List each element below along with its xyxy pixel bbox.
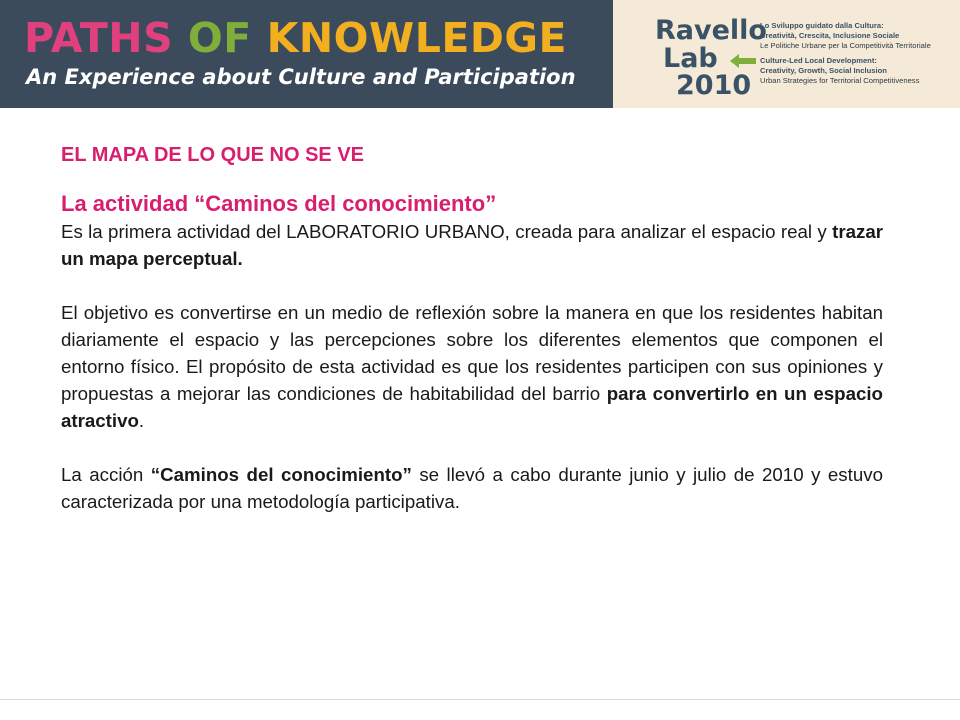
banner-title [24,14,567,62]
bottom-divider [0,699,960,700]
title-paths: PATHS [24,14,188,62]
paragraph-objective-bold: para convertirlo en un espacio atractivo [61,383,883,431]
logo-word-lab: Lab [663,43,718,74]
logo-word-2010: 2010 [676,70,752,101]
logo-line-6: Urban Strategies for Territorial Competitiveness [760,76,920,85]
paragraph-intro-text: Es la primera actividad del LABORATORIO URBANO, creada para analizar el espacio real y [61,221,833,242]
section-subheading: La actividad “Caminos del conocimiento” [61,191,497,216]
title-of: OF [187,14,267,62]
paragraph-action-start: La acción [61,464,151,485]
logo-line-3: Le Politiche Urbane per la Competitività Territoriale [760,41,931,50]
paragraph-objective [61,299,883,434]
title-knowledge: KNOWLEDGE [266,14,568,62]
section-heading: EL MAPA DE LO QUE NO SE VE [61,144,365,166]
paragraph-intro-bold: trazar un mapa perceptual. [61,221,883,269]
logo-line-2: Creatività, Crescita, Inclusione Sociale [760,31,900,40]
banner-subtitle: An Experience about Culture and Participation [26,65,576,89]
paragraph-action [61,461,883,515]
header-banner [0,0,613,108]
logo-line-4: Culture-Led Local Development: [760,56,877,65]
arrow-left-icon [730,54,756,68]
paragraph-action-bold: “Caminos del conocimiento” [150,464,412,485]
paragraph-objective-text: El objetivo es convertirse en un medio de reflexión sobre la manera en que los residentes habitan diariamente el espacio y las percepciones sobre los diferentes elementos que componen el entorno físico. El propósito de esta actividad es que los residentes participen con sus opiniones y propuestas a mejorar las condiciones de habitabilidad del barrio [61,302,883,404]
paragraph-action-rest: se llevó a cabo durante junio y julio de 2010 y estuvo caracterizada por una metodología participativa. [61,464,883,512]
logo-word-ravello: Ravello [655,15,767,46]
slide-content [61,143,883,515]
paragraph-intro [61,218,883,272]
logo-line-5: Creativity, Growth, Social Inclusion [760,66,887,75]
paragraph-objective-end: . [138,410,145,431]
logo-line-1: Lo Sviluppo guidato dalla Cultura: [760,21,884,30]
